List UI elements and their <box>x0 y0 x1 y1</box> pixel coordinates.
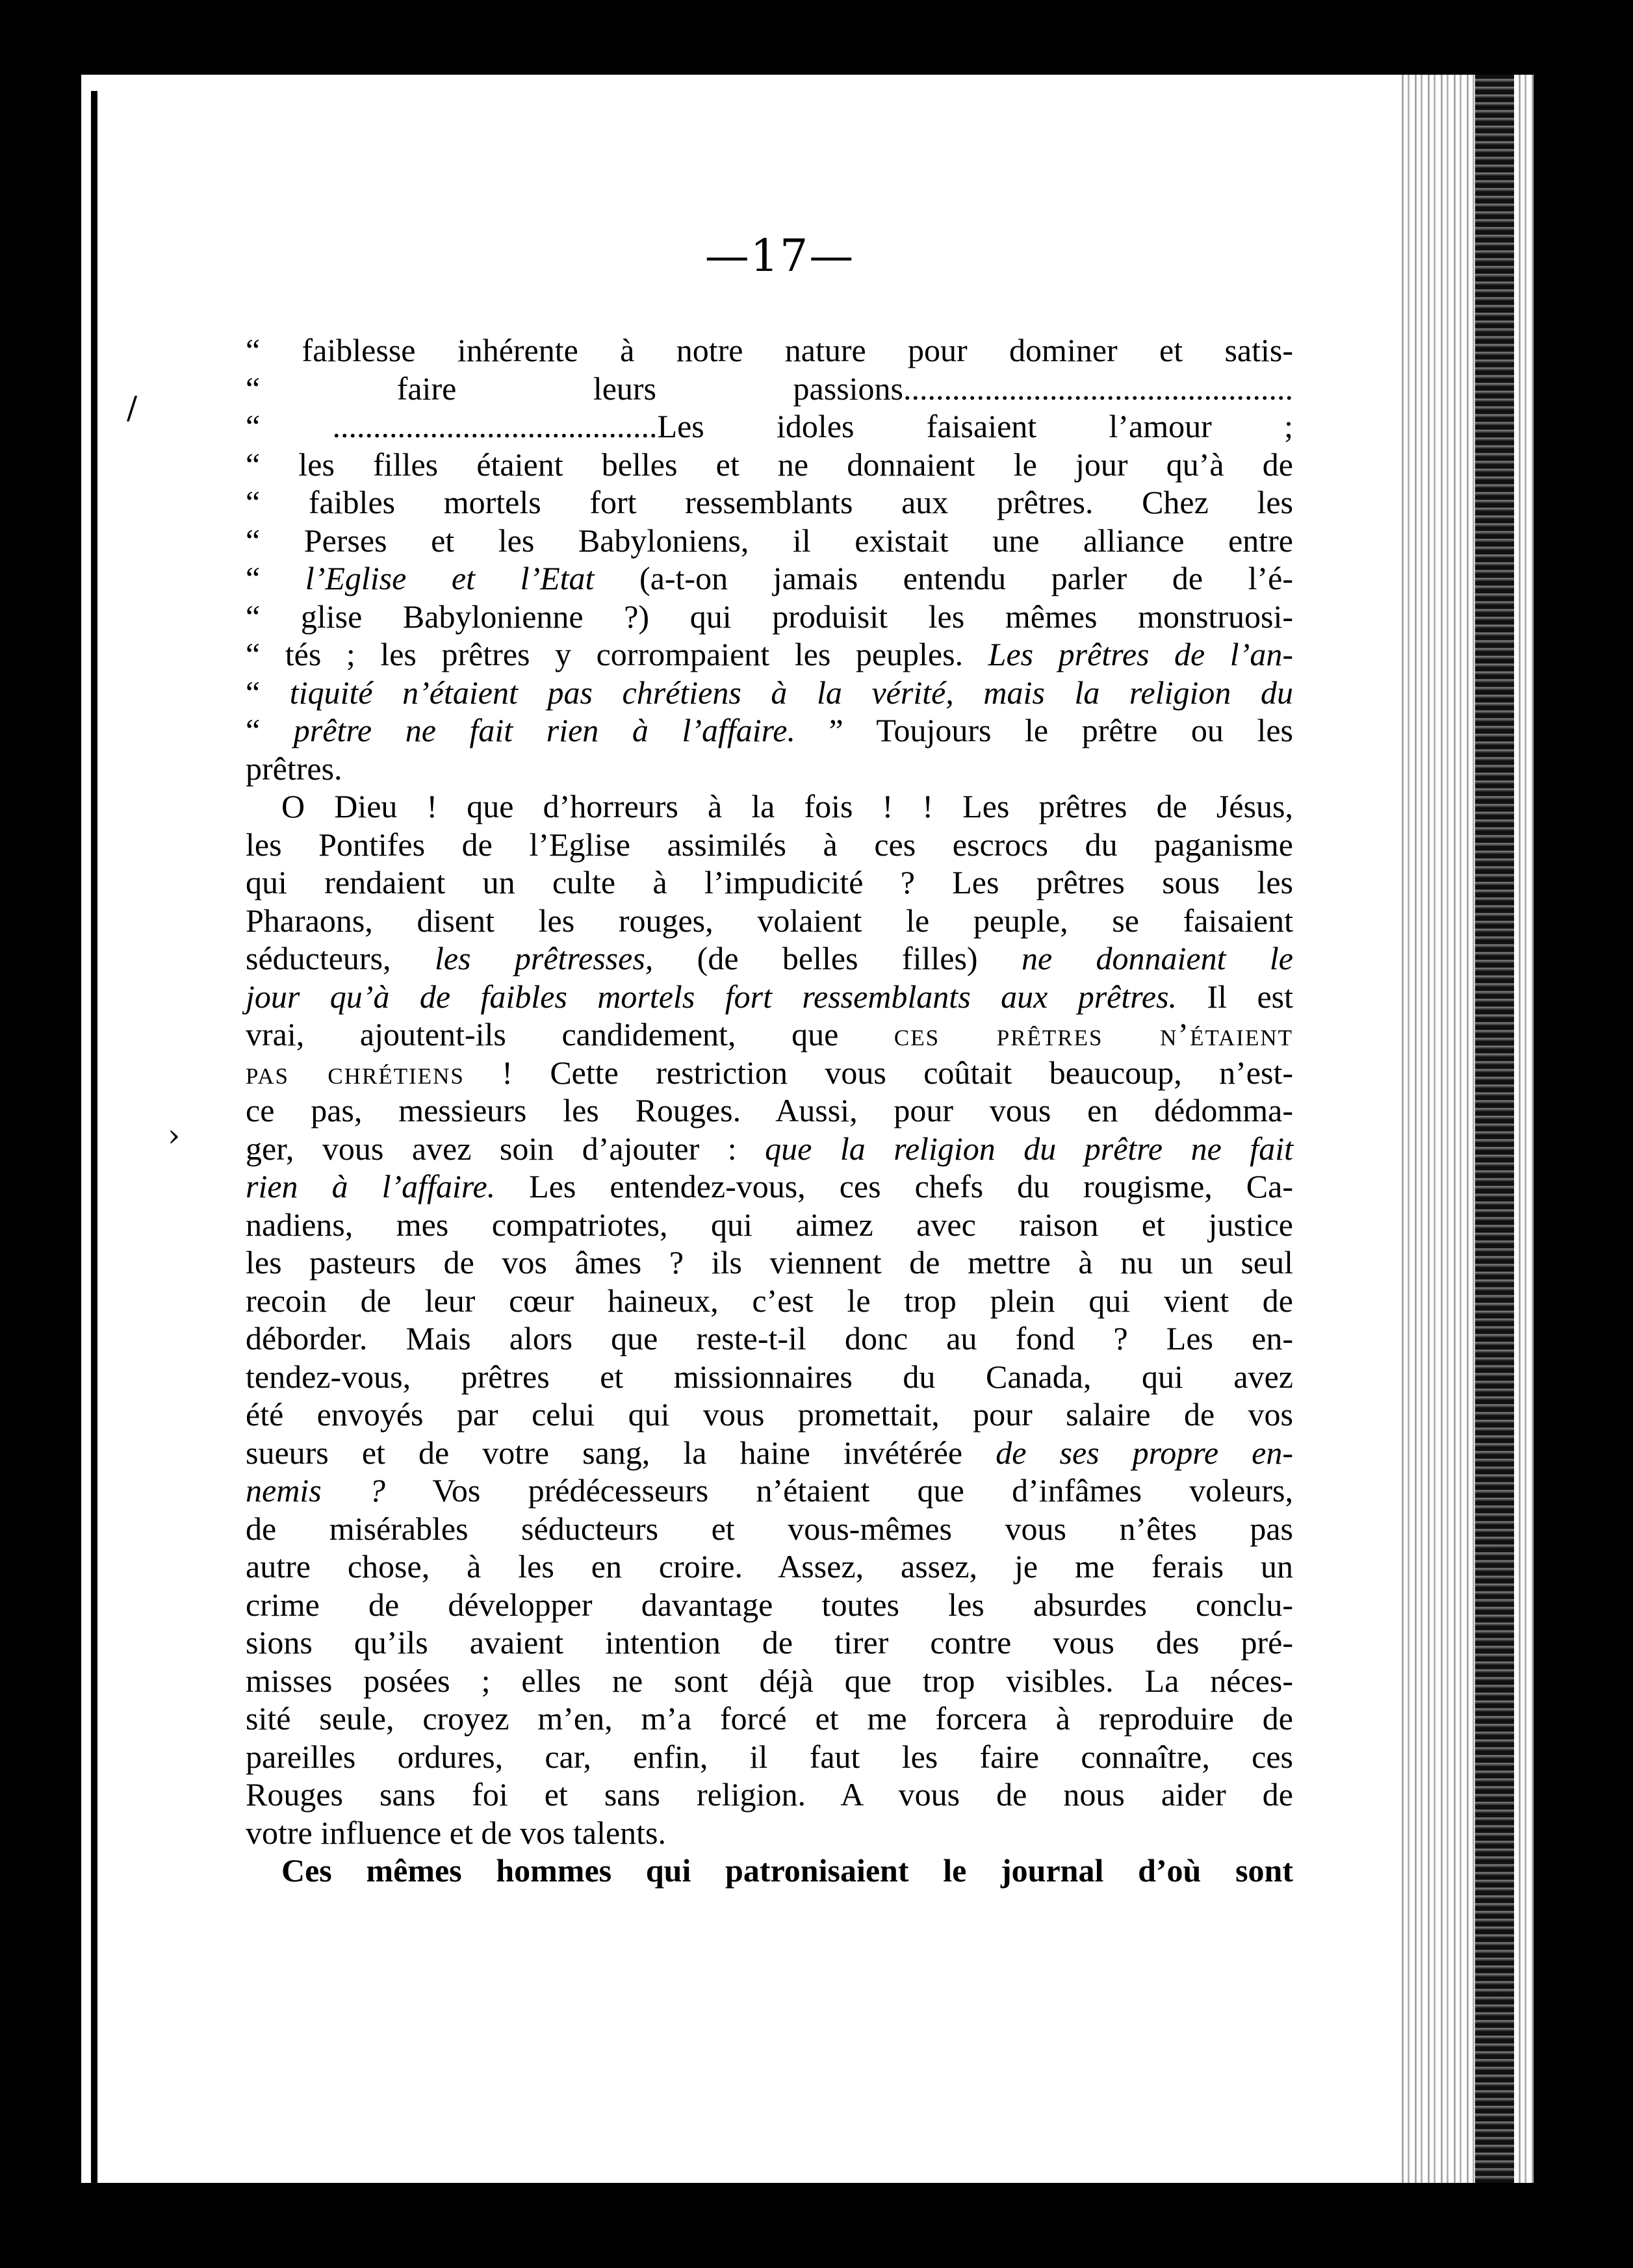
text-run: Il est <box>1177 978 1293 1015</box>
text-run: rien à l’affaire. <box>246 1168 496 1204</box>
body-text <box>246 331 1293 1890</box>
text-line <box>246 978 1293 1016</box>
page-number: —17— <box>704 231 855 282</box>
text-run: ces prêtres n’étaient <box>894 1016 1293 1052</box>
text-run: ! Cette restriction vous coûtait beaucoup, n’est- <box>464 1054 1293 1091</box>
text-line: prêtres. <box>246 750 342 787</box>
text-run: “ tés ; les prêtres y corrompaient les peuples. <box>246 636 988 672</box>
text-line <box>246 711 1293 750</box>
text-line: été envoyés par celui qui vous promettait, pour salaire de vos <box>246 1396 1293 1433</box>
text-run: de ses propre en- <box>996 1434 1294 1471</box>
text-run: (de belles filles) <box>653 940 1022 976</box>
text-line: sité seule, croyez m’en, m’a forcé et me forcera à reproduire de <box>246 1700 1293 1737</box>
text-line: “ les filles étaient belles et ne donnaient le jour qu’à de <box>246 446 1293 483</box>
text-line: sions qu’ils avaient intention de tirer contre vous des pré- <box>246 1624 1293 1661</box>
text-line: qui rendaient un culte à l’impudicité ? Les prêtres sous les <box>246 864 1293 900</box>
text-run: Les entendez-vous, ces chefs du rougisme, Ca- <box>495 1168 1293 1204</box>
text-line: “ faiblesse inhérente à notre nature pour dominer et satis- <box>246 332 1293 368</box>
text-line: ce pas, messieurs les Rouges. Aussi, pour vous en dédomma- <box>246 1092 1293 1128</box>
text-run: Vos prédécesseurs n’étaient que d’infâmes voleurs, <box>385 1472 1293 1509</box>
text-run: ” Toujours le prêtre ou les <box>795 712 1293 748</box>
text-line <box>246 559 1293 598</box>
text-line <box>246 1434 1293 1472</box>
text-run: les prêtresses, <box>434 940 654 976</box>
margin-mark-dash: - <box>53 815 64 852</box>
text-line <box>246 674 1293 712</box>
text-line: Ces mêmes hommes qui patronisaient le journal d’où sont <box>281 1852 1293 1889</box>
margin-mark-slash: / <box>127 390 138 426</box>
left-margin-rule <box>91 91 97 2189</box>
text-line: “ ........................................Les idoles faisaient l’amour ; <box>246 408 1293 444</box>
text-line <box>246 1472 1293 1510</box>
text-line: nadiens, mes compatriotes, qui aimez avec raison et justice <box>246 1206 1293 1243</box>
text-line: votre influence et de vos talents. <box>246 1814 666 1851</box>
text-run: prêtre ne fait rien à l’affaire. <box>293 712 795 748</box>
text-run: pas chrétiens <box>246 1054 465 1091</box>
text-line: crime de développer davantage toutes les absurdes conclu- <box>246 1586 1293 1623</box>
text-line: tendez-vous, prêtres et missionnaires du Canada, qui avez <box>246 1358 1293 1395</box>
text-run: ger, vous avez soin d’ajouter : <box>246 1130 765 1167</box>
text-line <box>246 1130 1293 1168</box>
text-line <box>246 1015 1293 1054</box>
text-run: l’Eglise et l’Etat <box>305 560 595 596</box>
text-run: que la religion du prêtre ne fait <box>765 1130 1293 1167</box>
text-line: “ faibles mortels fort ressemblants aux prêtres. Chez les <box>246 484 1293 520</box>
text-line <box>246 1054 1293 1092</box>
text-line: “ glise Babylonienne ?) qui produisit les mêmes monstruosi- <box>246 598 1293 635</box>
text-line: déborder. Mais alors que reste-t-il donc au fond ? Les en- <box>246 1320 1293 1357</box>
text-line <box>246 939 1293 978</box>
text-run: nemis ? <box>246 1472 385 1509</box>
text-line: O Dieu ! que d’horreurs à la fois ! ! Les prêtres de Jésus, <box>281 788 1293 824</box>
text-line: les pasteurs de vos âmes ? ils viennent de mettre à nu un seul <box>246 1244 1293 1281</box>
text-line: misses posées ; elles ne sont déjà que trop visibles. La néces- <box>246 1662 1293 1699</box>
text-line: recoin de leur cœur haineux, c’est le trop plein qui vient de <box>246 1282 1293 1319</box>
text-line <box>246 635 1293 674</box>
text-line: “ Perses et les Babyloniens, il existait une alliance entre <box>246 522 1293 559</box>
text-line: Rouges sans foi et sans religion. A vous de nous aider de <box>246 1776 1293 1813</box>
text-line: autre chose, à les en croire. Assez, assez, je me ferais un <box>246 1548 1293 1585</box>
text-run: (a-t-on jamais entendu parler de l’é- <box>594 560 1293 596</box>
text-run: “ <box>246 560 305 596</box>
binding-edge <box>1475 75 1514 2183</box>
text-line: “ faire leurs passions................................................ <box>246 370 1293 407</box>
text-run: Les prêtres de l’an- <box>988 636 1293 672</box>
text-run: séducteurs, <box>246 940 435 976</box>
text-line <box>246 1167 1293 1206</box>
text-run: sueurs et de votre sang, la haine invétérée <box>246 1434 996 1471</box>
text-run: tiquité n’étaient pas chrétiens à la vérité, mais la religion du <box>289 674 1293 711</box>
text-run: “ <box>246 674 290 711</box>
text-run: “ <box>246 712 294 748</box>
text-run: ne donnaient le <box>1021 940 1293 976</box>
text-run: jour qu’à de faibles mortels fort ressemblants aux prêtres. <box>246 978 1177 1015</box>
text-line: pareilles ordures, car, enfin, il faut les faire connaître, ces <box>246 1738 1293 1775</box>
text-run: vrai, ajoutent-ils candidement, que <box>246 1016 894 1052</box>
margin-mark-chevron: › <box>168 1117 181 1154</box>
text-line: de misérables séducteurs et vous-mêmes vous n’êtes pas <box>246 1510 1293 1547</box>
text-line: Pharaons, disent les rouges, volaient le peuple, se faisaient <box>246 902 1293 939</box>
text-line: les Pontifes de l’Eglise assimilés à ces escrocs du paganisme <box>246 826 1293 863</box>
